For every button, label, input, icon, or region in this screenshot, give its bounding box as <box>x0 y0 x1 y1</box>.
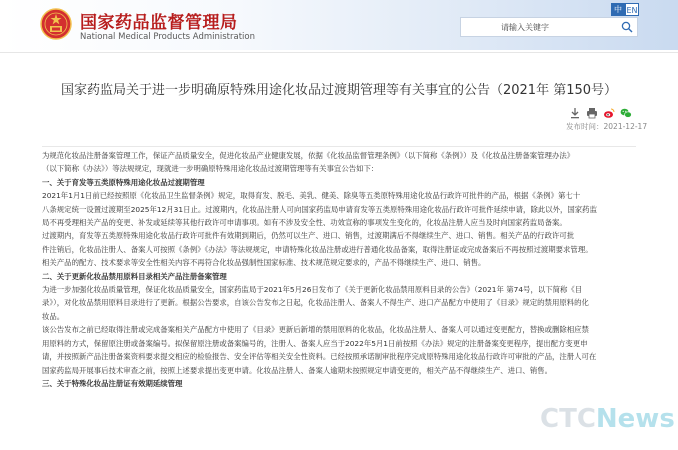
watermark <box>540 404 675 434</box>
article-body <box>42 149 636 390</box>
section-heading: 三、关于特殊化妆品注册证有效期延续管理 <box>42 378 183 388</box>
watermark-news: News <box>595 404 675 434</box>
paragraph-line: 用原料的方式，保留原注册或备案编号。拟保留原注册或备案编号的，注册人、备案人应当于2022年5月1日前按照《办法》规定的注册备案变更程序，提出配方变更申 <box>42 338 588 348</box>
paragraph-line: 该公告发布之前已经取得注册或完成备案相关产品配方中使用了《目录》更新后新增的禁用原料的化妆品，化妆品注册人、备案人可以通过变更配方，替换或删除相应禁 <box>42 325 589 335</box>
search-box <box>460 17 638 37</box>
weibo-share-icon[interactable] <box>603 104 615 116</box>
site-subtitle: National Medical Products Administration <box>80 32 255 42</box>
publish-date-label: 发布时间： <box>566 122 604 131</box>
wechat-share-icon[interactable] <box>620 104 632 116</box>
print-icon[interactable] <box>586 104 598 116</box>
paragraph-line: 录》），对化妆品禁用原料目录进行了更新。根据公告要求，自该公告发布之日起，化妆品注册人、备案人不得生产、进口产品配方中使用了《目录》规定的禁用原料的化 <box>42 298 589 308</box>
search-icon[interactable] <box>621 21 633 33</box>
watermark-ctc: CTC <box>540 404 596 434</box>
site-title: 国家药品监督管理局 <box>80 13 238 33</box>
paragraph-line: 2021年1月1日前已经按照原《化妆品卫生监督条例》规定，取得育发、脱毛、美乳、健美、除臭等五类原特殊用途化妆品行政许可批件的产品，根据《条例》第七十 <box>42 191 581 201</box>
publish-date <box>566 121 647 132</box>
lang-en-button[interactable]: EN <box>625 3 639 16</box>
search-input[interactable] <box>461 18 619 36</box>
paragraph-line: （以下简称《办法》）等法规规定，现就进一步明确原特殊用途化妆品过渡期管理等有关事宜公告如下： <box>42 164 379 174</box>
paragraph-line: 过渡期内，育发等五类原特殊用途化妆品行政许可批件有效期到期后，仍然可以生产、进口、销售，过渡期满后不得继续生产、进口、销售。相关产品的行政许可批 <box>42 231 575 241</box>
paragraph-line: 妆品。 <box>42 311 65 321</box>
paragraph-line: 局不再受理相关产品的变更、补发或延续等其他行政许可申请事项。如有不涉及安全性、功效宣称的事项发生变化的，化妆品注册人应当及时向国家药监局备案。 <box>42 218 567 228</box>
article-tools <box>569 104 632 116</box>
publish-date-value: 2021-12-17 <box>603 122 648 131</box>
paragraph-line: 为规范化妆品注册备案管理工作，保证产品质量安全，促进化妆品产业健康发展，依据《化妆品监督管理条例》（以下简称《条例》）及《化妆品注册备案管理办法》 <box>42 151 575 160</box>
download-icon[interactable] <box>569 104 581 116</box>
section-heading: 一、关于育发等五类原特殊用途化妆品过渡期管理 <box>42 177 205 187</box>
paragraph-line: 请，并按照新产品注册备案资料要求提交相应的检验报告、安全评估等相关安全性资料。已经按照承诺制审批程序完成原特殊用途化妆品行政许可审批的产品，注册人可在 <box>42 352 597 362</box>
lang-zh-button[interactable]: 中 <box>611 3 625 16</box>
paragraph-line: 相关产品的配方、技术要求等安全性相关内容不再符合化妆品强制性国家标准、技术规范规定要求的，产品不得继续生产、进口、销售。 <box>42 258 486 268</box>
article-divider <box>42 146 636 147</box>
national-emblem-icon <box>40 8 72 40</box>
paragraph-line: 为进一步加强化妆品质量管理，保证化妆品质量安全，国家药监局于2021年5月26日发布了《关于更新化妆品禁用原料目录的公告》（2021年 第74号，以下简称《目 <box>42 285 583 295</box>
article-title: 国家药监局关于进一步明确原特殊用途化妆品过渡期管理等有关事宜的公告（2021年 第150号） <box>60 83 618 98</box>
section-heading: 二、关于更新化妆品禁用原料目录相关产品注册备案管理 <box>42 271 227 281</box>
header-divider <box>0 52 678 53</box>
language-switch <box>611 3 639 16</box>
site-header <box>0 0 678 50</box>
paragraph-line: 件注销后，化妆品注册人、备案人可按照《条例》《办法》等法规规定，申请特殊化妆品注册或进行普通化妆品备案，取得注册证或完成备案后不再按照过渡期要求管理。 <box>42 244 593 254</box>
paragraph-line: 八条规定统一设置过渡期至2025年12月31日止。过渡期内，化妆品注册人可向国家药监局申请育发等五类原特殊用途化妆品行政许可批件延续申请，除此以外，国家药监 <box>42 204 597 214</box>
paragraph-line: 国家药监局开展事后技术审查之前，按照上述要求提出变更申请。化妆品注册人、备案人逾期未按照规定申请变更的，相关产品不得继续生产、进口、销售。 <box>42 365 552 375</box>
